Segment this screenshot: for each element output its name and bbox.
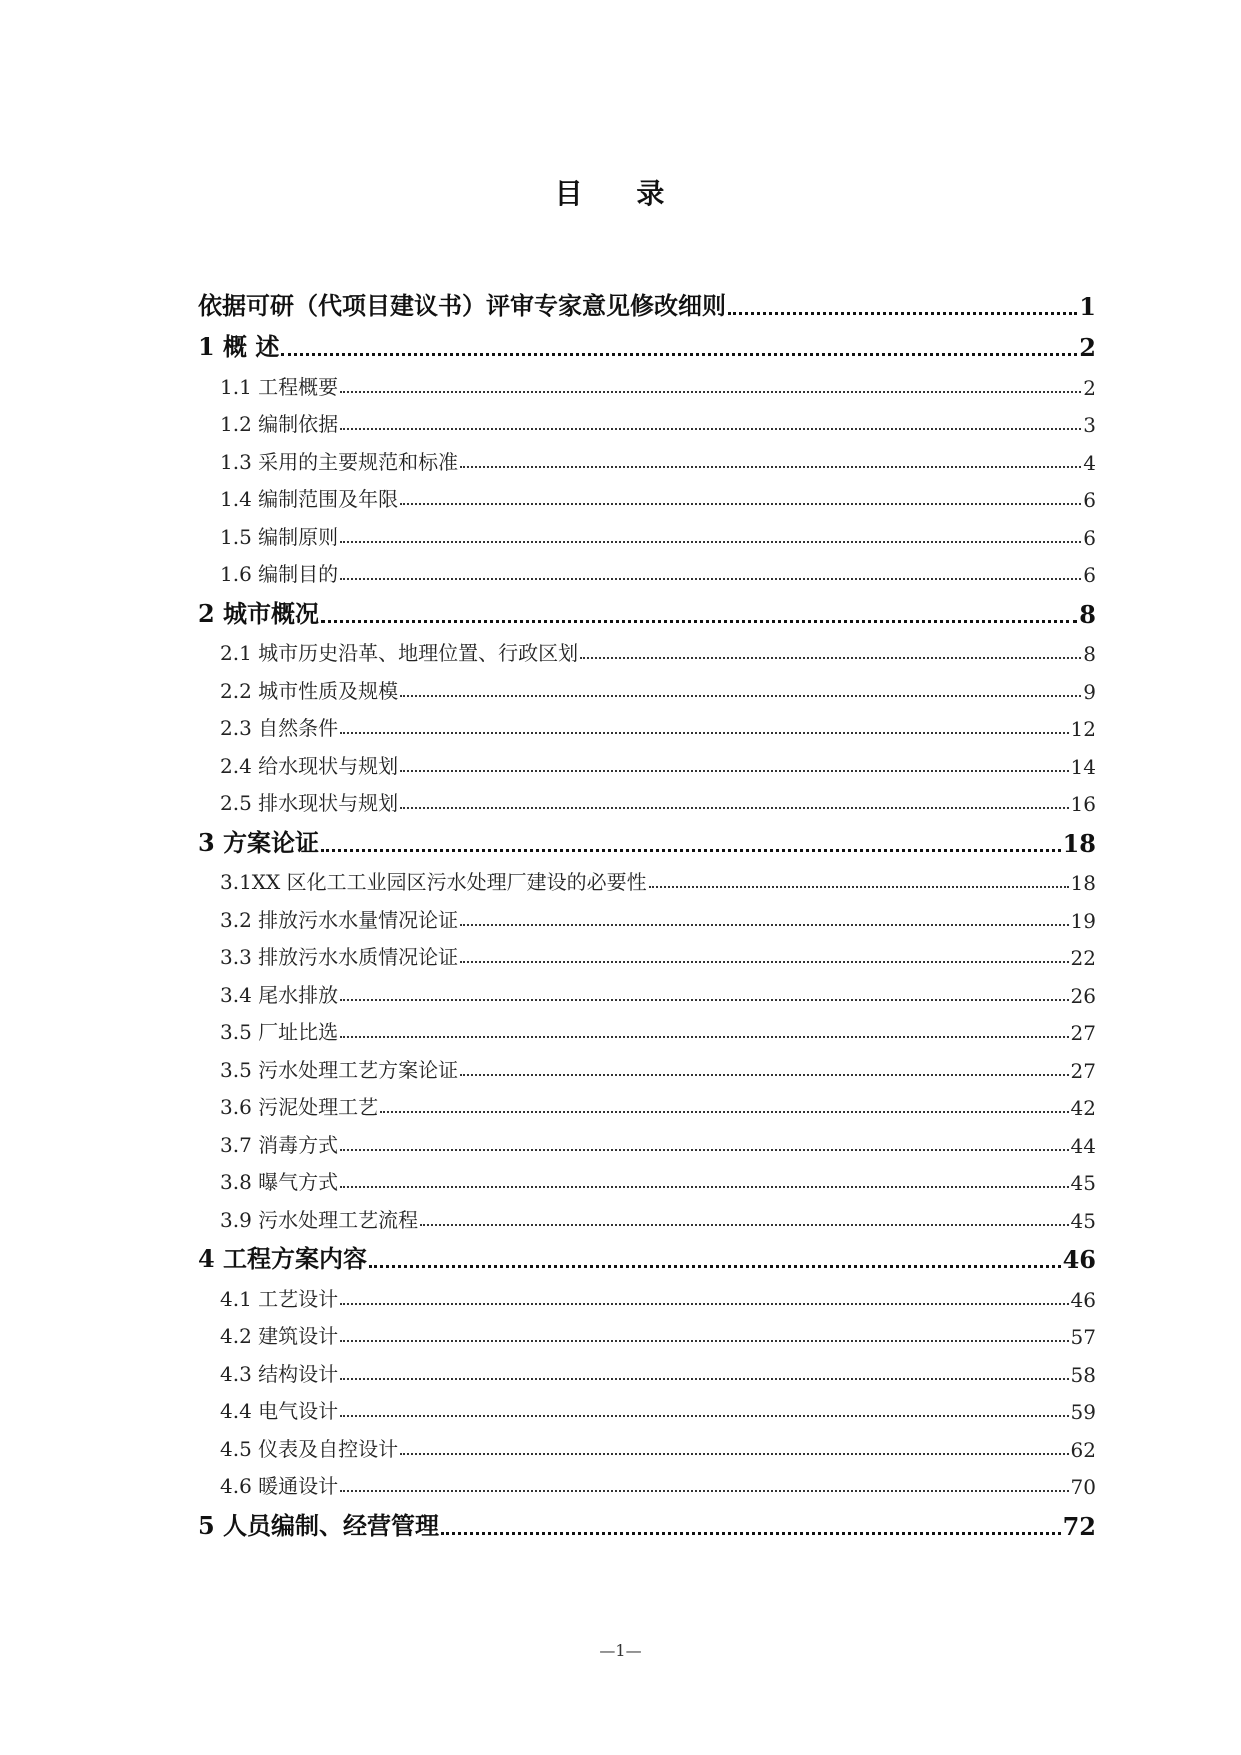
dot-leader [400, 695, 1081, 697]
dot-leader [321, 620, 1077, 623]
toc-entry-page: 1 [1079, 291, 1096, 321]
page-number-footer: —1— [599, 1641, 642, 1660]
toc-entry-level2[interactable] [198, 475, 1096, 513]
toc-entry-page: 57 [1070, 1325, 1096, 1349]
toc-entry-level2[interactable] [198, 1349, 1096, 1387]
dot-leader [281, 353, 1077, 356]
toc-entry-label: 4.4 电气设计 [220, 1399, 339, 1423]
toc-entry-page: 27 [1070, 1058, 1096, 1083]
toc-entry-level1[interactable] [198, 587, 1096, 629]
toc-entry-level2[interactable] [198, 704, 1096, 742]
toc-entry-page: 70 [1070, 1475, 1096, 1499]
toc-entry-label: 3.7 消毒方式 [220, 1132, 339, 1157]
dot-leader [369, 1265, 1061, 1268]
dot-leader [400, 503, 1081, 505]
toc-entry-level1[interactable] [198, 321, 1096, 363]
toc-entry-label: 3.1XX 区化工工业园区污水处理厂建设的必要性 [220, 870, 647, 894]
toc-entry-label: 1.3 采用的主要规范和标准 [220, 449, 459, 474]
toc-entry-label: 1.5 编制原则 [220, 524, 339, 549]
toc-entry-level2[interactable] [198, 666, 1096, 704]
toc-title: 目 录 [554, 177, 687, 210]
toc-entry-label: 4 工程方案内容 [198, 1244, 368, 1273]
toc-entry-level2[interactable] [198, 1158, 1096, 1196]
toc-entry-label: 3.6 污泥处理工艺 [220, 1095, 379, 1119]
toc-entry-label: 3.8 曝气方式 [220, 1170, 339, 1194]
dot-leader [460, 961, 1068, 963]
dot-leader [340, 1490, 1068, 1492]
dot-leader [321, 849, 1061, 852]
dot-leader [340, 391, 1081, 393]
toc-entry-page: 59 [1070, 1400, 1096, 1424]
toc-entry-label: 3.3 排放污水水质情况论证 [220, 945, 459, 969]
dot-leader [420, 1224, 1068, 1226]
toc-entry-page: 58 [1070, 1362, 1096, 1387]
toc-entry-page: 12 [1070, 717, 1096, 741]
toc-entry-label: 1.6 编制目的 [220, 562, 339, 586]
toc-entry-page: 26 [1070, 983, 1096, 1008]
toc-entry-label: 4.2 建筑设计 [220, 1324, 339, 1348]
toc-entry-label: 3.2 排放污水水量情况论证 [220, 907, 459, 932]
dot-leader [340, 578, 1081, 580]
toc-entry-page: 9 [1083, 679, 1096, 704]
toc-entry-label: 2.5 排水现状与规划 [220, 791, 399, 815]
toc-entry-page: 16 [1070, 792, 1096, 816]
dot-leader [340, 1340, 1068, 1342]
toc-entry-level2[interactable] [198, 1462, 1096, 1500]
toc-entry-page: 18 [1070, 871, 1096, 895]
toc-entry-page: 3 [1083, 413, 1096, 437]
toc-entry-level2[interactable] [198, 933, 1096, 971]
toc-entry-page: 18 [1062, 828, 1096, 858]
toc-entry-level1[interactable] [198, 816, 1096, 858]
dot-leader [340, 541, 1081, 543]
toc-entry-label: 4.3 结构设计 [220, 1361, 339, 1386]
toc-entry-page: 62 [1070, 1437, 1096, 1462]
dot-leader [340, 1303, 1068, 1305]
toc-entry-level1[interactable] [198, 1499, 1096, 1541]
toc-entry-level1[interactable] [198, 1233, 1096, 1275]
toc-entry-page: 2 [1079, 333, 1096, 362]
toc-entry-level2[interactable] [198, 1083, 1096, 1121]
toc-entry-level2[interactable] [198, 970, 1096, 1008]
toc-entry-label: 3.4 尾水排放 [220, 982, 339, 1007]
dot-leader [441, 1532, 1061, 1535]
dot-leader [380, 1111, 1068, 1113]
toc-entry-level2[interactable] [198, 629, 1096, 667]
dot-leader [340, 1036, 1068, 1038]
dot-leader [460, 466, 1081, 468]
toc-entry-label: 3.5 厂址比选 [220, 1020, 339, 1044]
dot-leader [649, 886, 1069, 888]
dot-leader [340, 1378, 1068, 1380]
toc-entry-page: 22 [1070, 946, 1096, 970]
toc-entry-page: 45 [1070, 1208, 1096, 1233]
toc-entry-label: 2.4 给水现状与规划 [220, 753, 399, 778]
toc-entry-label: 4.6 暖通设计 [220, 1474, 339, 1498]
toc-entry-level2[interactable] [198, 1387, 1096, 1425]
toc-entry-label: 2.1 城市历史沿革、地理位置、行政区划 [220, 641, 579, 665]
toc-entry-page: 42 [1070, 1096, 1096, 1120]
toc-entry-page: 46 [1062, 1245, 1096, 1274]
toc-entry-level2[interactable] [198, 1045, 1096, 1083]
dot-leader [340, 999, 1068, 1001]
toc-entry-level2[interactable] [198, 895, 1096, 933]
toc-entry-page: 14 [1070, 754, 1096, 779]
dot-leader [580, 657, 1081, 659]
dot-leader [340, 428, 1081, 430]
toc-entry-level2[interactable] [198, 858, 1096, 896]
dot-leader [340, 1186, 1068, 1188]
table-of-contents [198, 279, 1096, 1541]
toc-entry-page: 8 [1079, 599, 1096, 629]
toc-entry-label: 2.2 城市性质及规模 [220, 678, 399, 703]
toc-entry-level2[interactable] [198, 550, 1096, 588]
toc-entry-page: 27 [1070, 1021, 1096, 1045]
toc-entry-level2[interactable] [198, 741, 1096, 779]
toc-entry-level1[interactable] [198, 279, 1096, 321]
toc-entry-page: 44 [1070, 1133, 1096, 1158]
toc-entry-level2[interactable] [198, 362, 1096, 400]
toc-entry-label: 3.9 污水处理工艺流程 [220, 1207, 419, 1232]
toc-entry-label: 5 人员编制、经营管理 [198, 1510, 440, 1540]
toc-entry-label: 1.1 工程概要 [220, 374, 339, 399]
toc-entry-level2[interactable] [198, 1195, 1096, 1233]
dot-leader [400, 807, 1068, 809]
dot-leader [340, 1415, 1068, 1417]
toc-entry-level2[interactable] [198, 779, 1096, 817]
toc-entry-level2[interactable] [198, 400, 1096, 438]
toc-entry-label: 1.2 编制依据 [220, 412, 339, 436]
dot-leader [340, 1149, 1068, 1151]
toc-entry-page: 6 [1083, 525, 1096, 550]
toc-entry-label: 1 概 述 [198, 332, 280, 361]
toc-entry-label: 2.3 自然条件 [220, 716, 339, 740]
toc-entry-level2[interactable] [198, 437, 1096, 475]
toc-entry-page: 6 [1083, 488, 1096, 512]
dot-leader [400, 770, 1068, 772]
toc-entry-page: 8 [1083, 642, 1096, 666]
dot-leader [460, 1074, 1068, 1076]
dot-leader [340, 732, 1068, 734]
toc-entry-level2[interactable] [198, 1424, 1096, 1462]
dot-leader [728, 312, 1077, 315]
toc-entry-page: 19 [1070, 908, 1096, 933]
dot-leader [400, 1453, 1068, 1455]
toc-entry-page: 46 [1070, 1287, 1096, 1312]
dot-leader [460, 924, 1068, 926]
toc-entry-label: 1.4 编制范围及年限 [220, 487, 399, 511]
toc-entry-level2[interactable] [198, 1312, 1096, 1350]
toc-entry-level2[interactable] [198, 1274, 1096, 1312]
toc-entry-level2[interactable] [198, 512, 1096, 550]
toc-entry-label: 4.5 仪表及自控设计 [220, 1436, 399, 1461]
toc-entry-page: 45 [1070, 1171, 1096, 1195]
toc-entry-label: 4.1 工艺设计 [220, 1286, 339, 1311]
toc-entry-level2[interactable] [198, 1008, 1096, 1046]
toc-entry-page: 2 [1083, 375, 1096, 400]
toc-entry-page: 72 [1062, 1511, 1096, 1541]
toc-entry-page: 4 [1083, 450, 1096, 475]
toc-entry-label: 2 城市概况 [198, 598, 320, 628]
toc-entry-label: 3 方案论证 [198, 827, 320, 857]
toc-entry-label: 依据可研（代项目建议书）评审专家意见修改细则 [198, 290, 726, 320]
toc-entry-label: 3.5 污水处理工艺方案论证 [220, 1057, 459, 1082]
toc-entry-level2[interactable] [198, 1120, 1096, 1158]
toc-entry-page: 6 [1083, 563, 1096, 587]
